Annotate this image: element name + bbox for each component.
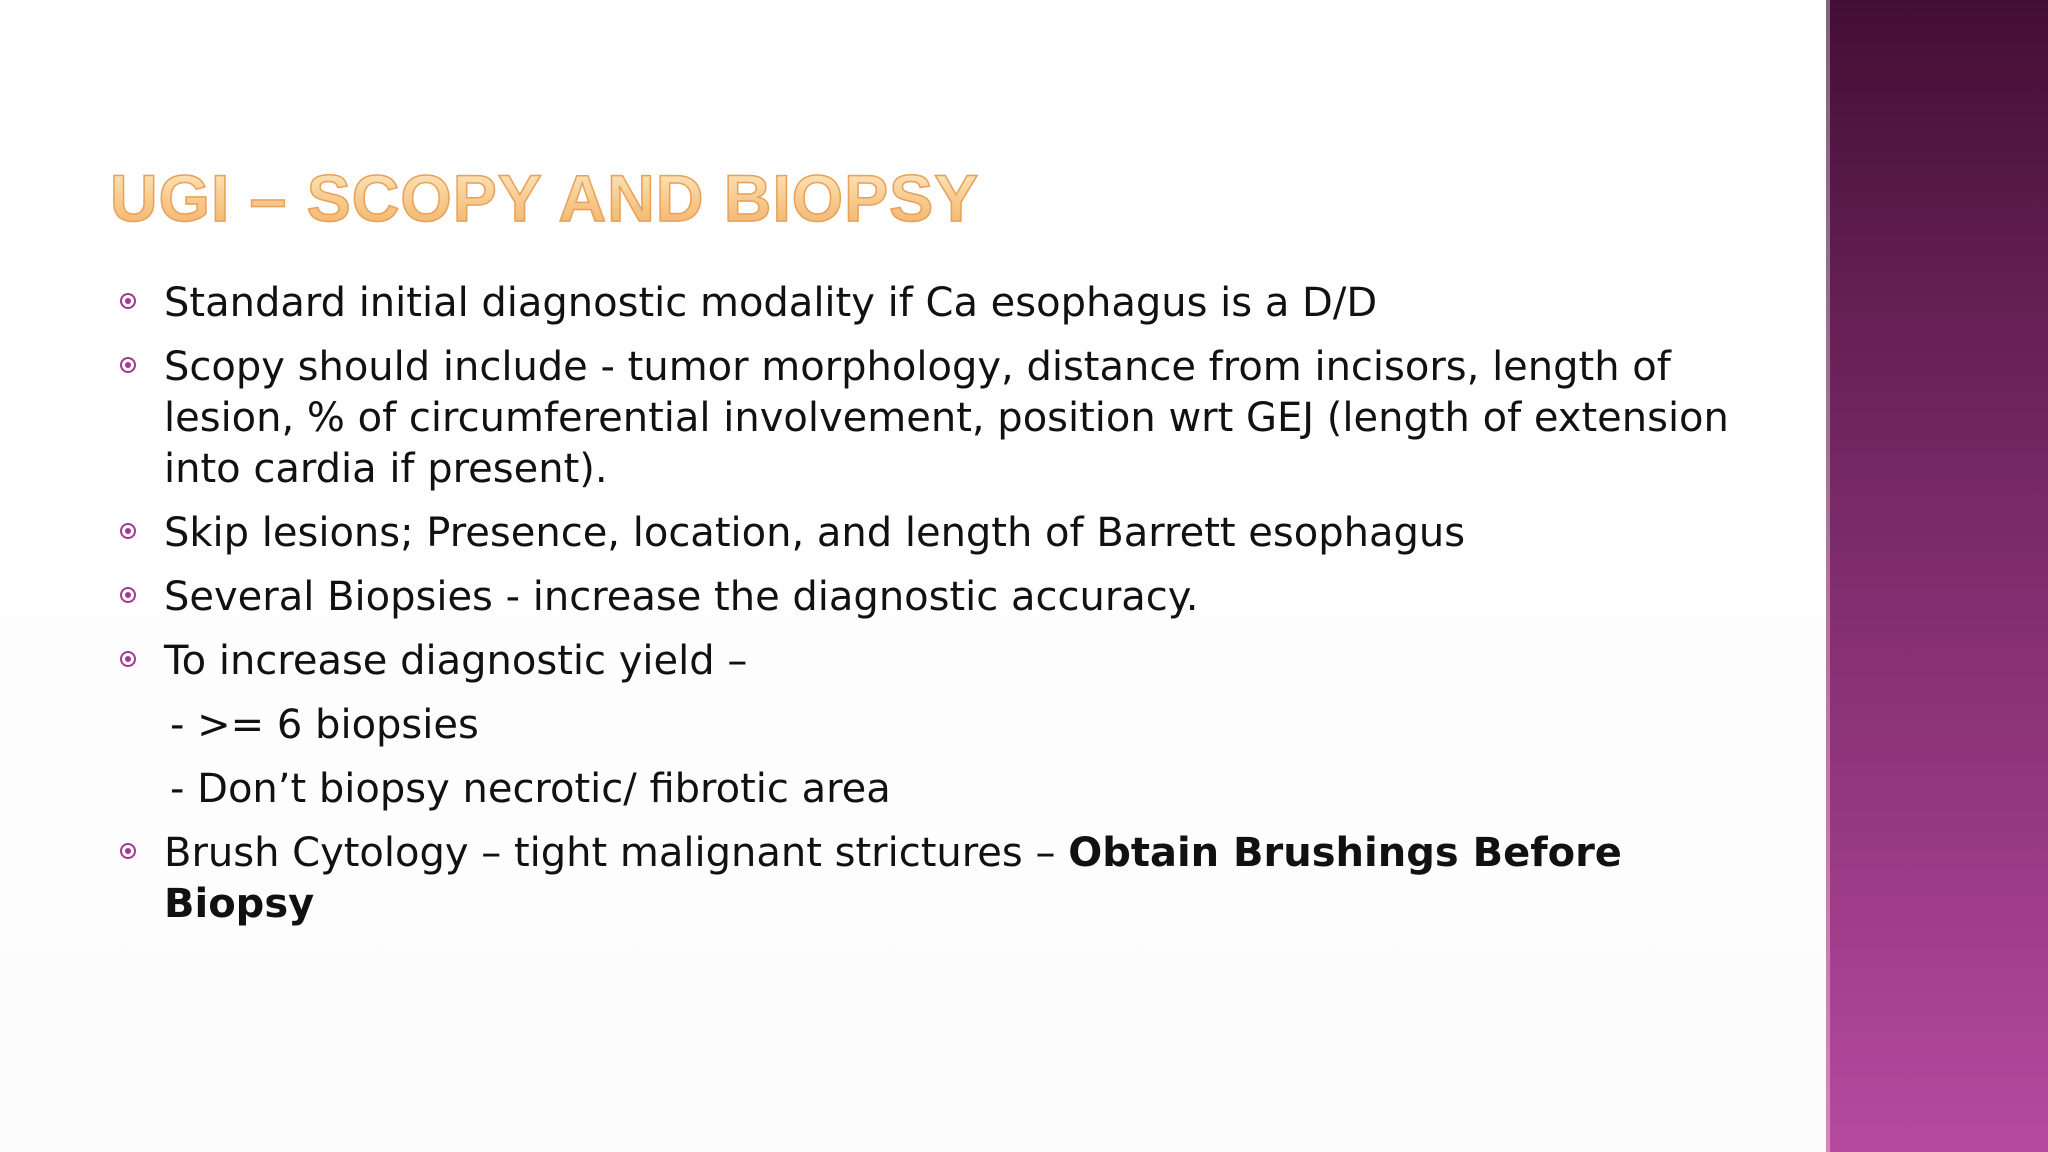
bullet-text: Scopy should include - tumor morphology, distance from incisors, length of lesion, % of circumferential involvement, position wrt GEJ (length of extension into cardia if present). bbox=[164, 344, 1729, 492]
bullet-list bbox=[118, 278, 1758, 943]
bullet-circle-icon bbox=[120, 293, 136, 309]
bullet-bold-text: Obtain Brushings Before Biopsy bbox=[164, 830, 1622, 927]
bullet-item bbox=[118, 508, 1758, 559]
bullet-text: Skip lesions; Presence, location, and length of Barrett esophagus bbox=[164, 510, 1466, 556]
bullet-item bbox=[118, 572, 1758, 623]
bullet-circle-icon bbox=[120, 523, 136, 539]
bullet-circle-icon bbox=[120, 357, 136, 373]
slide-title: UGI – SCOPY AND BIOPSY bbox=[110, 161, 980, 235]
bullet-text: Brush Cytology – tight malignant strictures – bbox=[164, 830, 1069, 876]
bullet-item bbox=[118, 828, 1758, 930]
bullet-text: Standard initial diagnostic modality if Ca esophagus is a D/D bbox=[164, 280, 1378, 326]
bullet-circle-icon bbox=[120, 587, 136, 603]
bullet-text: Several Biopsies - increase the diagnostic accuracy. bbox=[164, 574, 1199, 620]
bullet-text: To increase diagnostic yield – bbox=[164, 638, 748, 684]
bullet-circle-icon bbox=[120, 843, 136, 859]
sub-item bbox=[118, 764, 1758, 815]
sub-item-text: - Don’t biopsy necrotic/ fibrotic area bbox=[170, 766, 891, 812]
decorative-side-band bbox=[1826, 0, 2048, 1152]
bullet-item bbox=[118, 342, 1758, 495]
sub-item-text: - >= 6 biopsies bbox=[170, 702, 479, 748]
bullet-item bbox=[118, 278, 1758, 329]
bullet-item bbox=[118, 636, 1758, 687]
bullet-circle-icon bbox=[120, 651, 136, 667]
sub-item bbox=[118, 700, 1758, 751]
